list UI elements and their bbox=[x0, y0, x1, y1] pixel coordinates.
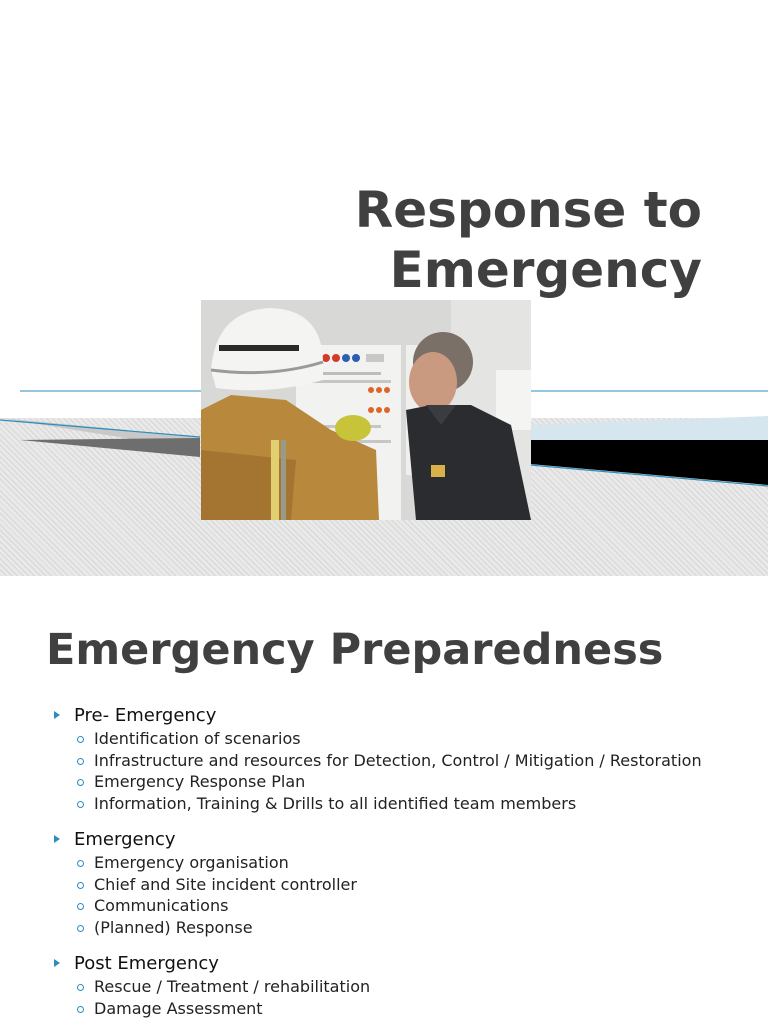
content-slide bbox=[0, 576, 768, 1024]
triangle-bullet-icon bbox=[54, 835, 60, 843]
section-label bbox=[54, 704, 754, 728]
list-item bbox=[54, 750, 754, 772]
ring-bullet-icon bbox=[77, 925, 84, 932]
ring-bullet-icon bbox=[77, 882, 84, 889]
list-item bbox=[54, 976, 754, 998]
ring-bullet-icon bbox=[77, 736, 84, 743]
list-item-text: Information, Training & Drills to all identified team members bbox=[94, 793, 577, 813]
ring-bullet-icon bbox=[77, 758, 84, 765]
list-item bbox=[54, 771, 754, 793]
triangle-bullet-icon bbox=[54, 959, 60, 967]
triangle-bullet-icon bbox=[54, 711, 60, 719]
list-item-text: Emergency Response Plan bbox=[94, 772, 306, 791]
firefighter-photo bbox=[201, 300, 531, 520]
ring-bullet-icon bbox=[77, 1006, 84, 1013]
list-item-text: Identification of scenarios bbox=[94, 729, 301, 748]
photo-icon bbox=[201, 300, 531, 520]
ring-bullet-icon bbox=[77, 860, 84, 867]
list-item bbox=[54, 917, 754, 939]
list-item bbox=[54, 998, 754, 1020]
list-item-text: Rescue / Treatment / rehabilitation bbox=[94, 977, 371, 996]
slide-heading: Emergency Preparedness bbox=[46, 625, 664, 675]
slide-title bbox=[202, 180, 702, 300]
ring-bullet-icon bbox=[77, 984, 84, 991]
title-line-1: Response to bbox=[354, 181, 702, 239]
list-item bbox=[54, 793, 754, 815]
section-label bbox=[54, 952, 754, 976]
list-item bbox=[54, 895, 754, 917]
section-label bbox=[54, 828, 754, 852]
list-item bbox=[54, 852, 754, 874]
ring-bullet-icon bbox=[77, 779, 84, 786]
ring-bullet-icon bbox=[77, 903, 84, 910]
bullet-list bbox=[54, 704, 754, 1024]
title-line-2: Emergency bbox=[389, 241, 702, 299]
ring-bullet-icon bbox=[77, 801, 84, 808]
list-item-text: Emergency organisation bbox=[94, 853, 289, 872]
section-emergency bbox=[54, 828, 754, 938]
section-label-text: Post Emergency bbox=[74, 953, 219, 974]
list-item-text: (Planned) Response bbox=[94, 917, 253, 937]
section-label-text: Pre- Emergency bbox=[74, 705, 217, 726]
section-pre-emergency bbox=[54, 704, 754, 814]
section-label-text: Emergency bbox=[74, 829, 176, 850]
list-item-text: Damage Assessment bbox=[94, 998, 263, 1018]
list-item bbox=[54, 728, 754, 750]
section-post-emergency bbox=[54, 952, 754, 1019]
list-item-text: Communications bbox=[94, 896, 229, 915]
list-item bbox=[54, 874, 754, 896]
list-item-text: Infrastructure and resources for Detection, Control / Mitigation / Restoration bbox=[94, 750, 702, 770]
list-item-text: Chief and Site incident controller bbox=[94, 874, 357, 894]
